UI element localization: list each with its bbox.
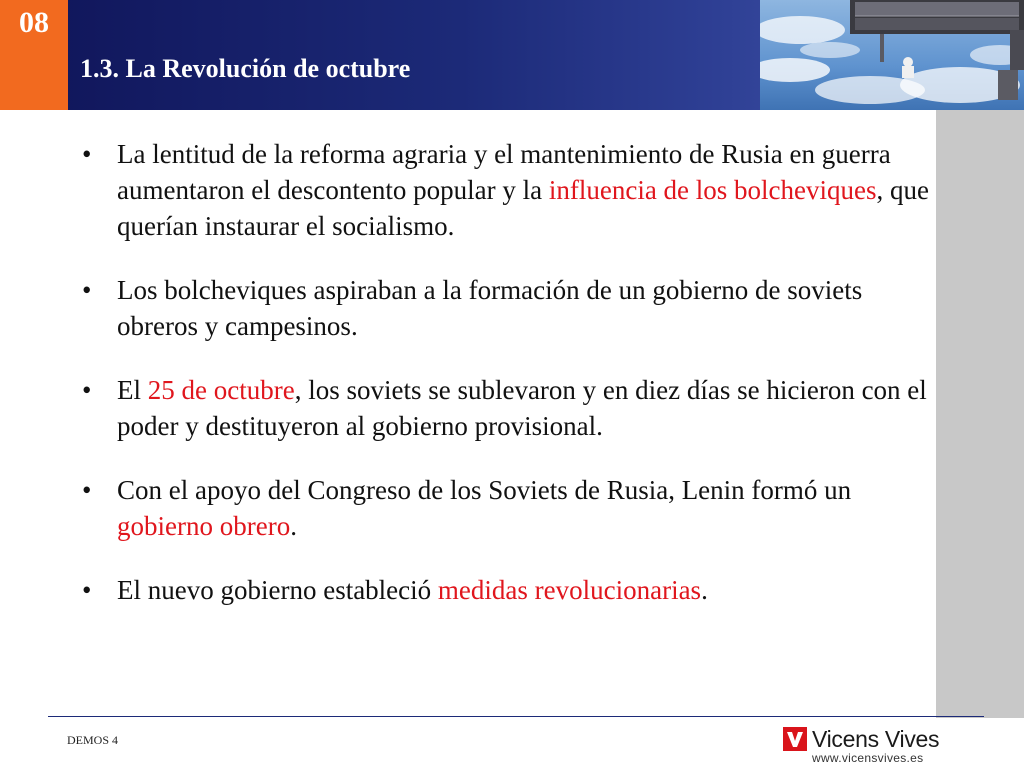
highlighted-text: gobierno obrero — [117, 511, 291, 541]
bullet-text: . — [701, 575, 708, 605]
slide-title: 1.3. La Revolución de octubre — [80, 54, 411, 83]
bullet-text: , los soviets se sublevaron y en diez días se hicieron con el poder y destituyeron al gobierno provisional. — [117, 375, 927, 441]
chapter-badge — [0, 0, 68, 110]
photo-illustration — [760, 0, 1024, 110]
highlighted-text: influencia de los bolcheviques — [548, 175, 877, 205]
bullet-text: . — [290, 511, 297, 541]
bullet-text: El — [117, 375, 148, 405]
earth-space-station-photo — [760, 0, 1024, 110]
bullet-list — [80, 136, 930, 636]
bullet-text: Con el apoyo del Congreso de los Soviets de Rusia, Lenin formó un — [117, 475, 852, 505]
brand-url: www.vicensvives.es — [812, 751, 924, 765]
bullet-text: La lentitud de la reforma agraria y el mantenimiento de Rusia en guerra aumentaron el descontento popular y la — [117, 139, 891, 205]
highlighted-text: medidas revolucionarias — [437, 575, 702, 605]
footer-divider — [48, 716, 984, 717]
bullet-text: El nuevo gobierno estableció — [117, 575, 438, 605]
brand-name: Vicens Vives — [812, 726, 940, 752]
highlighted-text: 25 de octubre — [147, 375, 295, 405]
bullet-marker: • — [82, 275, 92, 305]
slide-header — [0, 0, 1024, 110]
bullet-marker: • — [82, 575, 92, 605]
bullet-text: , que querían instaurar el socialismo. — [117, 175, 929, 241]
side-gray-bar — [936, 110, 1024, 718]
bullet-item — [80, 272, 930, 344]
vicens-vives-logo-icon — [783, 727, 807, 751]
chapter-number: 08 — [19, 6, 49, 39]
bullet-marker: • — [82, 475, 92, 505]
bullet-text: Los bolcheviques aspiraban a la formación de un gobierno de soviets obreros y campesinos. — [117, 275, 863, 341]
bullet-item — [80, 136, 930, 244]
bullet-item — [80, 572, 930, 608]
bullet-item — [80, 372, 930, 444]
bullet-marker: • — [82, 375, 92, 405]
bullet-marker: • — [82, 139, 92, 169]
footer-label: DEMOS 4 — [67, 733, 119, 747]
bullet-item — [80, 472, 930, 544]
